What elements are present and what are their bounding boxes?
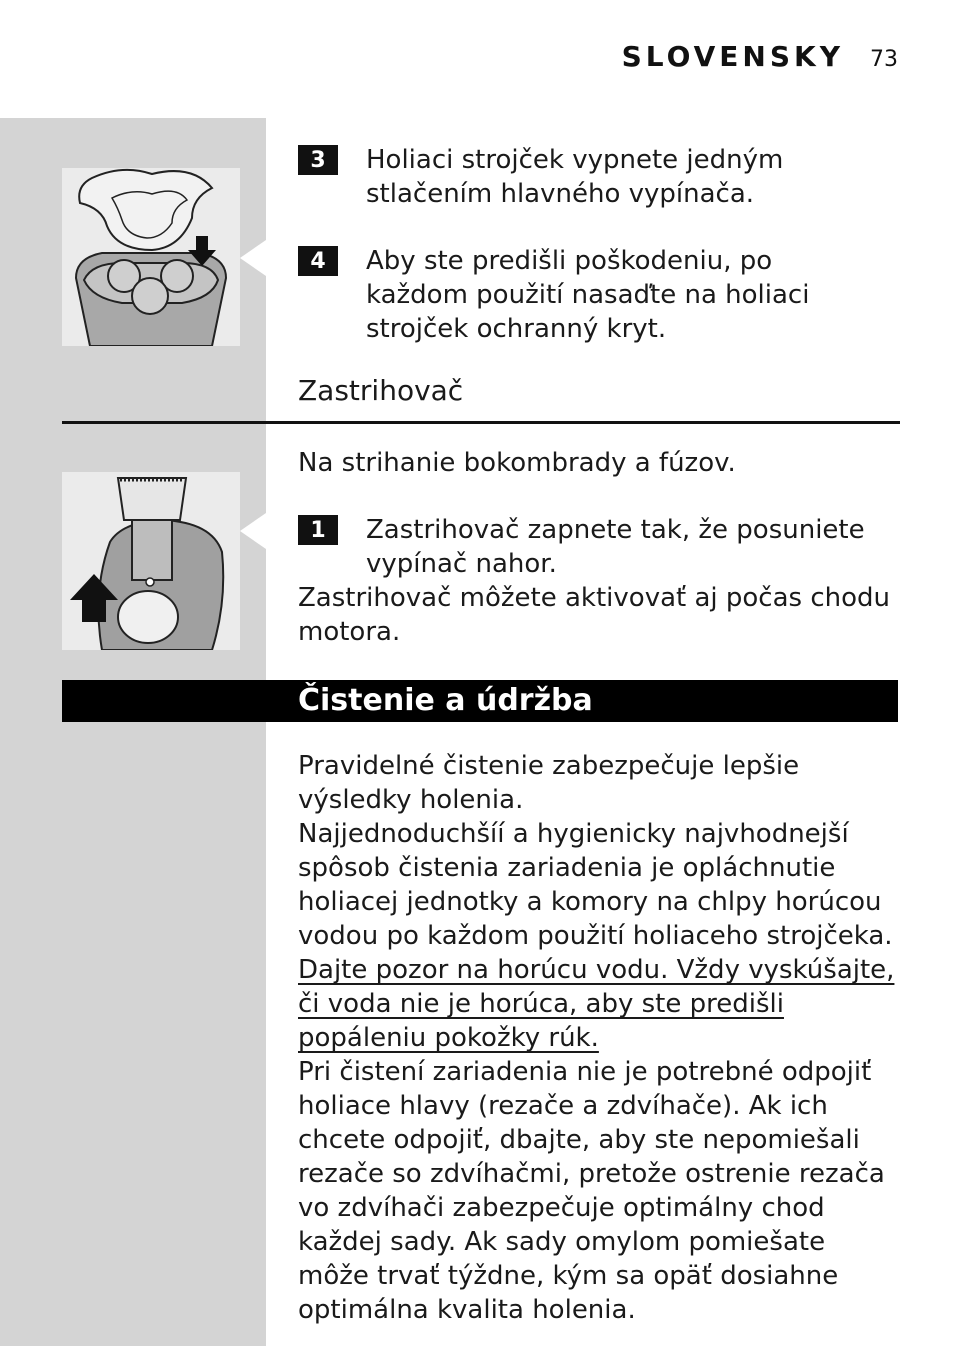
step-text: Zastrihovač zapnete tak, že posuniete vypínač nahor. <box>366 515 865 579</box>
section-divider <box>62 421 900 424</box>
illustration-pointer <box>240 513 266 549</box>
step-4 <box>298 244 898 346</box>
step-1 <box>298 513 898 581</box>
step-number-badge: 3 <box>298 145 338 175</box>
trimmer-intro: Na strihanie bokombrady a fúzov. <box>298 448 736 478</box>
cleaning-body <box>298 749 900 1327</box>
page-header <box>622 40 898 73</box>
section-title-bar <box>62 680 898 722</box>
paragraph: Pravidelné čistenie zabezpečuje lepšie výsledky holenia. <box>298 751 800 815</box>
page-number: 73 <box>870 47 898 72</box>
warning-text: Dajte pozor na horúcu vodu. Vždy vyskúšajte, či voda nie je horúca, aby ste predišli popáleniu pokožky rúk. <box>298 955 895 1053</box>
step-number-badge: 1 <box>298 515 338 545</box>
trimmer-illustration <box>62 472 240 650</box>
step-text: Holiaci strojček vypnete jedným stlačením hlavného vypínača. <box>366 145 784 209</box>
illustration-pointer <box>240 240 266 276</box>
step-3 <box>298 143 898 211</box>
trimmer-heading: Zastrihovač <box>298 374 464 407</box>
step-number-badge: 4 <box>298 246 338 276</box>
language-label: SLOVENSKY <box>621 40 844 73</box>
section-title: Čistenie a údržba <box>298 683 593 718</box>
trimmer-note: Zastrihovač môžete aktivovať aj počas chodu motora. <box>298 583 891 647</box>
paragraph: Pri čistení zariadenia nie je potrebné odpojiť holiace hlavy (rezače a zdvíhače). Ak ich chcete odpojiť, dbajte, aby ste nepomiešali rezače so zdvíhačmi, pretože ostrenie rezača vo zdvíhači zabezpečuje optimálny chod každej sady. Ak sady omylom pomiešate môže trvať týždne, kým sa opäť dosiahne optimálna kvalita holenia. <box>298 1057 885 1325</box>
shaver-cap-icon <box>62 168 240 346</box>
protective-cap-illustration <box>62 168 240 346</box>
step-text: Aby ste predišli poškodeniu, po každom použití nasaďte na holiaci strojček ochranný kryt. <box>366 246 810 344</box>
paragraph: Najjednoduchšíí a hygienicky najvhodnejší spôsob čistenia zariadenia je opláchnutie holiacej jednotky a komory na chlpy horúcou vodou po každom použití holiaceho strojčeka. <box>298 819 893 951</box>
trimmer-icon <box>62 472 240 650</box>
